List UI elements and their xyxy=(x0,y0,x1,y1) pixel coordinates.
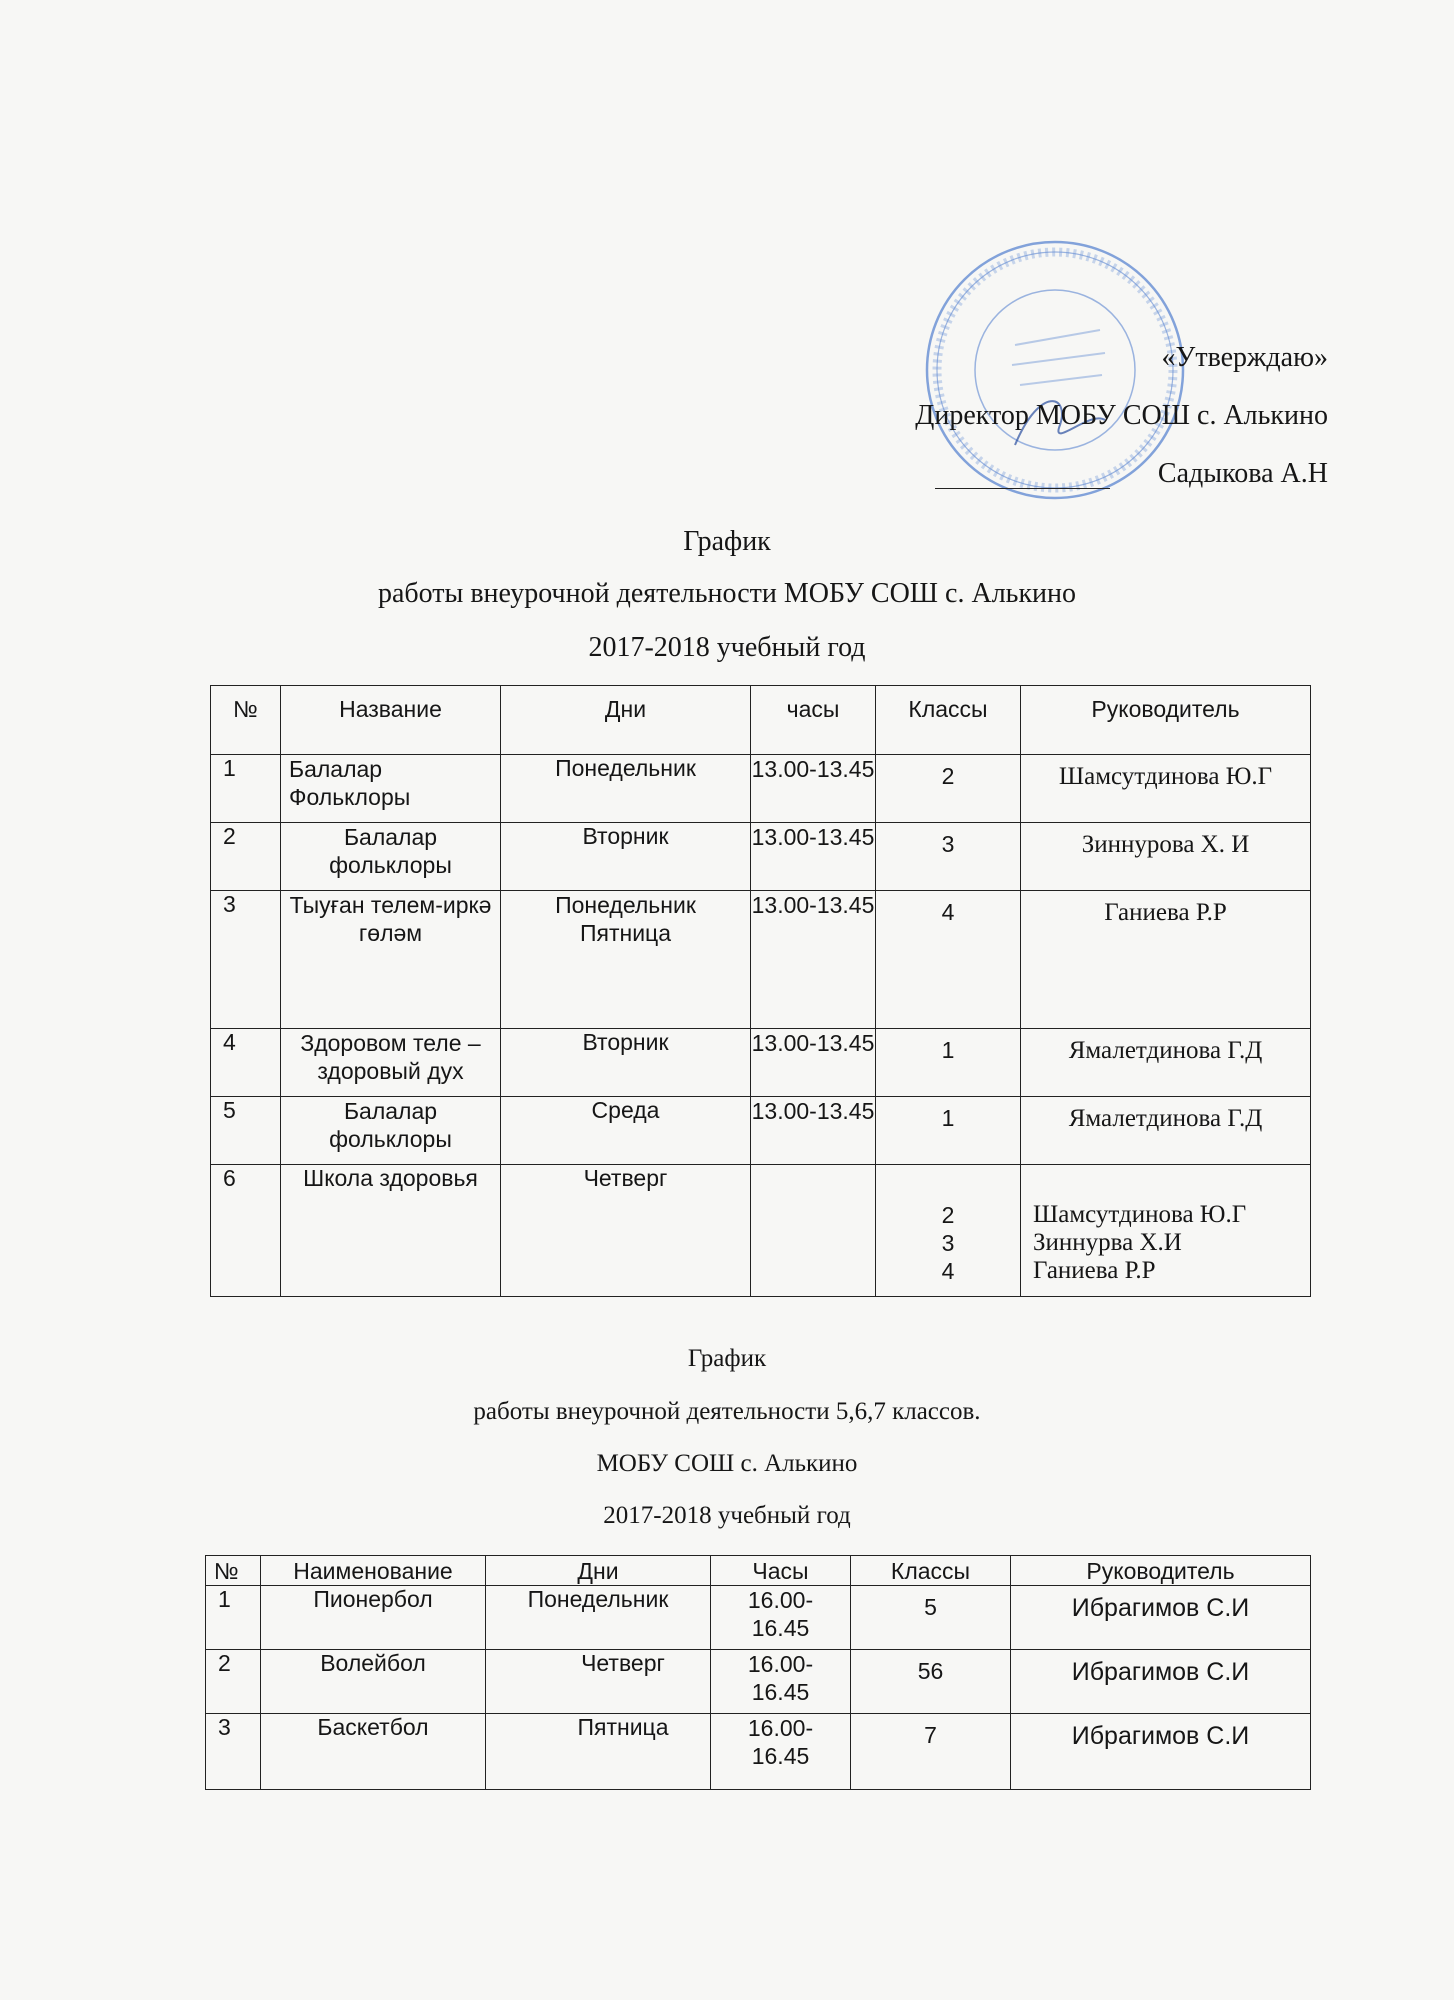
row-name: Балалар фольклоры xyxy=(281,823,501,891)
row-days: Четверг xyxy=(501,1165,751,1297)
row-days: Четверг xyxy=(486,1650,711,1714)
header-leader: Руководитель xyxy=(1021,686,1311,755)
row-name: Балалар Фольклоры xyxy=(281,755,501,823)
row-classes: 56 xyxy=(851,1650,1011,1714)
row-num: 6 xyxy=(211,1165,281,1297)
row-days: Пятница xyxy=(486,1714,711,1790)
schedule2-title: График xyxy=(687,1345,767,1372)
class-item: 2 xyxy=(941,1202,955,1228)
table-row xyxy=(211,1029,1311,1097)
row-num: 4 xyxy=(211,1029,281,1097)
table-row xyxy=(211,823,1311,891)
row-name: Волейбол xyxy=(261,1650,486,1714)
row-name: Тыуған телем-иркә гөләм xyxy=(281,891,501,1029)
row-hours: 13.00-13.45 xyxy=(751,755,876,823)
row-hours: 16.00-16.45 xyxy=(711,1650,851,1714)
leader-item: Ганиева Р.Р xyxy=(1033,1257,1156,1284)
row-name: Баскетбол xyxy=(261,1714,486,1790)
approval-director-name: Садыкова А.Н xyxy=(1157,458,1328,489)
table-row xyxy=(206,1650,1311,1714)
row-leader: Ибрагимов С.И xyxy=(1011,1650,1311,1714)
schedule2-subtitle: работы внеурочной деятельности 5,6,7 классов. xyxy=(473,1398,981,1425)
row-name: Балалар фольклоры xyxy=(281,1097,501,1165)
schedule1-subtitle: работы внеурочной деятельности МОБУ СОШ с. Алькино xyxy=(377,578,1077,609)
row-leader: Зиннурова Х. И xyxy=(1021,823,1311,891)
row-hours: 13.00-13.45 xyxy=(751,1029,876,1097)
row-classes-list xyxy=(876,1165,1021,1297)
row-leader: Ямалетдинова Г.Д xyxy=(1021,1097,1311,1165)
row-days: Понедельник xyxy=(501,755,751,823)
signature-line xyxy=(935,488,1110,489)
row-days: Вторник xyxy=(501,823,751,891)
row-num: 3 xyxy=(206,1714,261,1790)
header-hours: часы xyxy=(751,686,876,755)
header-num: № xyxy=(211,686,281,755)
header-name: Название xyxy=(281,686,501,755)
row-num: 3 xyxy=(211,891,281,1029)
table-row xyxy=(206,1586,1311,1650)
table-header-row xyxy=(211,686,1311,755)
table-row xyxy=(206,1714,1311,1790)
row-hours: 13.00-13.45 xyxy=(751,891,876,1029)
schedule1-table xyxy=(210,685,1311,1297)
header-days: Дни xyxy=(486,1556,711,1586)
schedule1-title: График xyxy=(683,526,771,557)
row-name: Школа здоровья xyxy=(281,1165,501,1297)
row-classes: 1 xyxy=(876,1029,1021,1097)
row-leader: Шамсутдинова Ю.Г xyxy=(1021,755,1311,823)
row-hours xyxy=(751,1165,876,1297)
table-header-row xyxy=(206,1556,1311,1586)
row-hours: 13.00-13.45 xyxy=(751,823,876,891)
row-classes: 5 xyxy=(851,1586,1011,1650)
row-days: Вторник xyxy=(501,1029,751,1097)
row-hours: 16.00-16.45 xyxy=(711,1586,851,1650)
table-row xyxy=(211,891,1311,1029)
row-num: 1 xyxy=(211,755,281,823)
schedule2-year: 2017-2018 учебный год xyxy=(603,1502,851,1529)
class-item: 3 xyxy=(941,1230,955,1256)
schedule2-school: МОБУ СОШ с. Алькино xyxy=(596,1450,858,1477)
approval-heading: «Утверждаю» xyxy=(1161,342,1328,373)
approval-director-title: Директор МОБУ СОШ с. Алькино xyxy=(915,400,1328,431)
row-classes: 4 xyxy=(876,891,1021,1029)
header-leader: Руководитель xyxy=(1011,1556,1311,1586)
class-item: 4 xyxy=(941,1258,955,1284)
row-num: 2 xyxy=(211,823,281,891)
table-row xyxy=(211,1097,1311,1165)
leader-item: Шамсутдинова Ю.Г xyxy=(1033,1201,1247,1228)
row-leaders-list xyxy=(1021,1165,1311,1297)
header-days: Дни xyxy=(501,686,751,755)
row-num: 5 xyxy=(211,1097,281,1165)
row-days: Среда xyxy=(501,1097,751,1165)
row-hours: 16.00-16.45 xyxy=(711,1714,851,1790)
header-hours: Часы xyxy=(711,1556,851,1586)
header-num: № xyxy=(206,1556,261,1586)
row-hours: 13.00-13.45 xyxy=(751,1097,876,1165)
row-leader: Ибрагимов С.И xyxy=(1011,1714,1311,1790)
table-row xyxy=(211,1165,1311,1297)
schedule1-year: 2017-2018 учебный год xyxy=(588,632,866,663)
header-classes: Классы xyxy=(851,1556,1011,1586)
row-days: Понедельник xyxy=(486,1586,711,1650)
row-leader: Ибрагимов С.И xyxy=(1011,1586,1311,1650)
header-name: Наименование xyxy=(261,1556,486,1586)
school-seal-stamp xyxy=(920,235,1190,505)
leader-item: Зиннурва Х.И xyxy=(1033,1229,1182,1256)
row-classes: 2 xyxy=(876,755,1021,823)
row-name: Пионербол xyxy=(261,1586,486,1650)
row-classes: 1 xyxy=(876,1097,1021,1165)
schedule2-table xyxy=(205,1555,1311,1790)
row-leader: Ямалетдинова Г.Д xyxy=(1021,1029,1311,1097)
row-num: 2 xyxy=(206,1650,261,1714)
row-name: Здоровом теле – здоровый дух xyxy=(281,1029,501,1097)
row-num: 1 xyxy=(206,1586,261,1650)
row-classes: 3 xyxy=(876,823,1021,891)
header-classes: Классы xyxy=(876,686,1021,755)
table-row xyxy=(211,755,1311,823)
row-classes: 7 xyxy=(851,1714,1011,1790)
row-leader: Ганиева Р.Р xyxy=(1021,891,1311,1029)
row-days: Понедельник Пятница xyxy=(501,891,751,1029)
